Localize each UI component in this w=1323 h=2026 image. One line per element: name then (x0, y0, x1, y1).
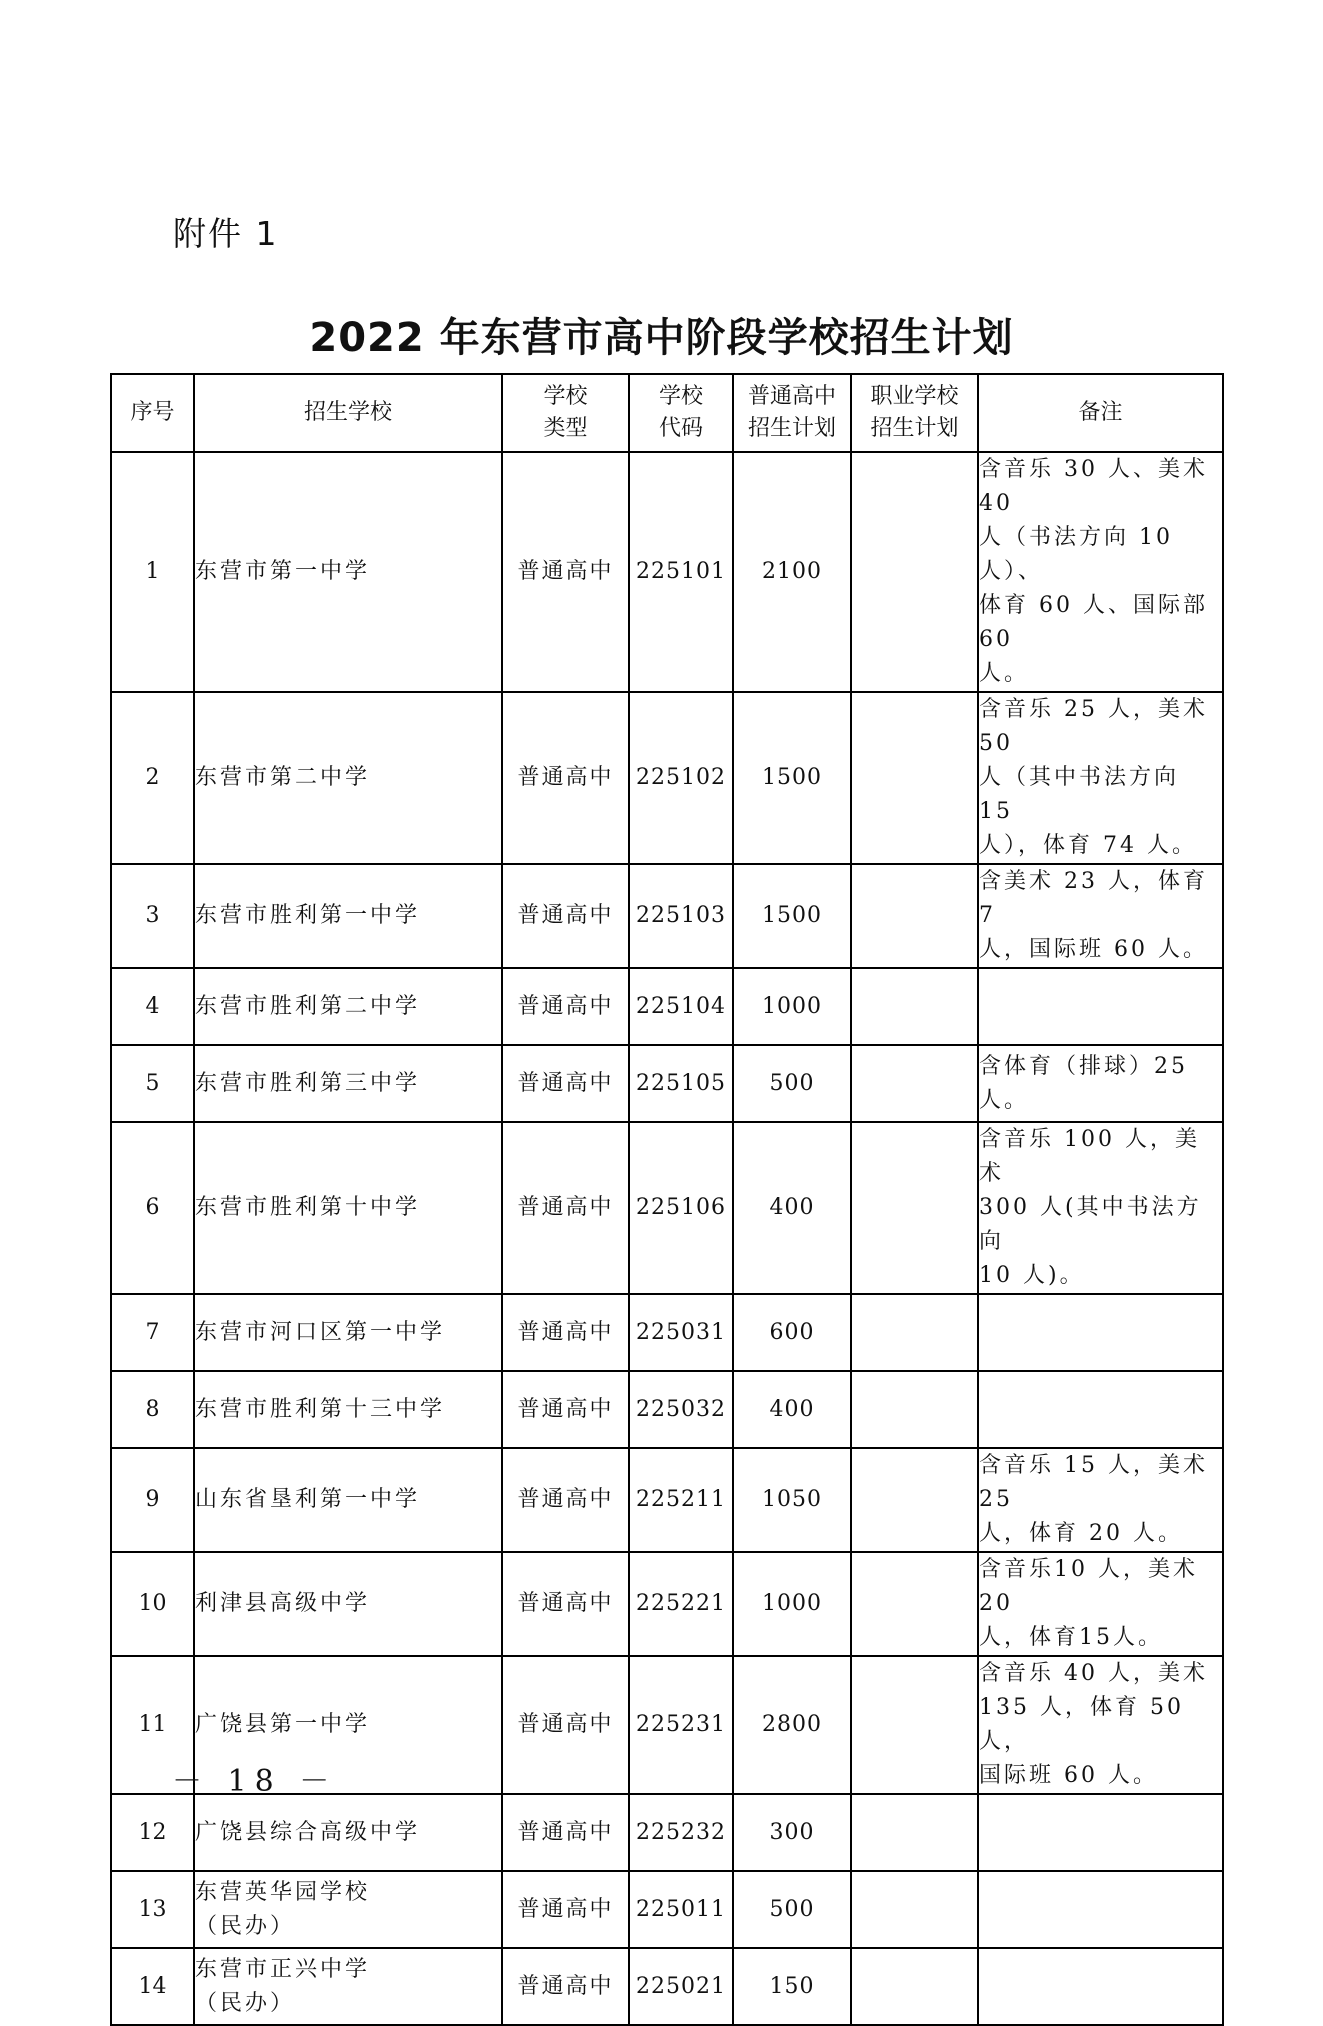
row-school (194, 452, 502, 692)
row-index: 7 (111, 1294, 194, 1371)
note-line: 10 人)。 (979, 1263, 1085, 1288)
school-name: 东营市胜利第十三中学 (195, 1396, 446, 1422)
note-line: 人），体育 74 人。 (979, 833, 1197, 858)
document-title: 2022 年东营市高中阶段学校招生计划 (309, 315, 1014, 361)
table-row (111, 968, 1223, 1045)
table-row (111, 452, 1223, 692)
row-general-plan: 150 (733, 1948, 851, 2025)
row-school (194, 1045, 502, 1122)
header-vocational-line1: 职业学校 (870, 384, 959, 409)
school-name: 东营英华园学校 (195, 1879, 371, 1905)
row-index: 13 (111, 1871, 194, 1948)
row-school-code: 225101 (629, 452, 733, 692)
table-row (111, 1122, 1223, 1294)
header-vocational-plan (851, 374, 978, 452)
row-school (194, 1948, 502, 2025)
header-index (111, 374, 194, 452)
note-line: 含音乐 40 人，美术 (979, 1661, 1208, 1686)
row-school (194, 1122, 502, 1294)
table-row (111, 1045, 1223, 1122)
row-school-code: 225211 (629, 1448, 733, 1552)
header-vocational-line2: 招生计划 (870, 416, 959, 441)
row-school (194, 1871, 502, 1948)
row-school-code: 225011 (629, 1871, 733, 1948)
row-general-plan: 1000 (733, 1552, 851, 1656)
row-school-code: 225102 (629, 692, 733, 864)
school-name: 东营市第二中学 (195, 765, 371, 790)
row-school-type: 普通高中 (502, 1948, 629, 2025)
header-general-line2: 招生计划 (747, 416, 836, 441)
row-notes (978, 968, 1223, 1045)
school-name: 东营市第一中学 (195, 559, 371, 584)
row-vocational-plan (851, 1794, 978, 1871)
row-vocational-plan (851, 1871, 978, 1948)
row-vocational-plan (851, 1122, 978, 1294)
row-school-code: 225031 (629, 1294, 733, 1371)
row-school-type: 普通高中 (502, 1045, 629, 1122)
row-vocational-plan (851, 968, 978, 1045)
row-school (194, 1371, 502, 1448)
school-name: 东营市正兴中学 (195, 1956, 371, 1982)
row-general-plan: 1500 (733, 692, 851, 864)
note-line: 人，国际班 60 人。 (979, 937, 1208, 962)
row-index: 3 (111, 864, 194, 968)
row-index: 4 (111, 968, 194, 1045)
row-index: 12 (111, 1794, 194, 1871)
row-vocational-plan (851, 1045, 978, 1122)
row-vocational-plan (851, 452, 978, 692)
row-general-plan: 2800 (733, 1656, 851, 1794)
school-name: 东营市胜利第十中学 (195, 1195, 421, 1220)
table-row (111, 1871, 1223, 1948)
header-general-plan (733, 374, 851, 452)
row-general-plan: 2100 (733, 452, 851, 692)
row-school-code: 225104 (629, 968, 733, 1045)
header-code (629, 374, 733, 452)
school-name-note: （民办） (195, 1913, 296, 1939)
header-code-line2: 代码 (658, 416, 703, 441)
row-school (194, 864, 502, 968)
row-school-type: 普通高中 (502, 1871, 629, 1948)
header-notes (978, 374, 1223, 452)
row-school-code: 225105 (629, 1045, 733, 1122)
row-school (194, 1794, 502, 1871)
table-row (111, 1948, 1223, 2025)
row-school-type: 普通高中 (502, 1448, 629, 1552)
note-line: 人。 (979, 661, 1030, 686)
row-school-type: 普通高中 (502, 1794, 629, 1871)
row-notes (978, 1656, 1223, 1794)
row-index: 1 (111, 452, 194, 692)
row-general-plan: 600 (733, 1294, 851, 1371)
row-index: 11 (111, 1656, 194, 1794)
row-school-type: 普通高中 (502, 968, 629, 1045)
row-notes (978, 1122, 1223, 1294)
attachment-label: 附件 1 (173, 214, 279, 253)
school-name: 广饶县综合高级中学 (195, 1819, 421, 1845)
page-number: － 18 － (172, 1764, 338, 1799)
row-general-plan: 1500 (733, 864, 851, 968)
row-school-type: 普通高中 (502, 692, 629, 864)
row-general-plan: 400 (733, 1122, 851, 1294)
row-school (194, 692, 502, 864)
row-school (194, 968, 502, 1045)
school-name: 东营市胜利第二中学 (195, 993, 421, 1019)
table-row (111, 692, 1223, 864)
row-index: 14 (111, 1948, 194, 2025)
row-general-plan: 1050 (733, 1448, 851, 1552)
header-type (502, 374, 629, 452)
note-line: 人（其中书法方向 15 (979, 765, 1180, 824)
row-general-plan: 300 (733, 1794, 851, 1871)
row-school-type: 普通高中 (502, 1371, 629, 1448)
row-vocational-plan (851, 1371, 978, 1448)
row-notes (978, 1045, 1223, 1122)
row-index: 10 (111, 1552, 194, 1656)
row-school (194, 1294, 502, 1371)
row-school-code: 225103 (629, 864, 733, 968)
row-school-type: 普通高中 (502, 1122, 629, 1294)
school-name-note: （民办） (195, 1990, 296, 2016)
row-notes (978, 452, 1223, 692)
note-line: 含音乐 25 人，美术 50 (979, 697, 1208, 756)
note-line: 国际班 60 人。 (979, 1763, 1158, 1788)
note-line: 含美术 23 人，体育 7 (979, 869, 1208, 928)
row-vocational-plan (851, 1294, 978, 1371)
header-code-line1: 学校 (658, 384, 703, 409)
note-line: 含音乐 100 人，美术 (979, 1127, 1200, 1186)
row-notes (978, 864, 1223, 968)
row-general-plan: 1000 (733, 968, 851, 1045)
table-row (111, 1448, 1223, 1552)
school-name: 山东省垦利第一中学 (195, 1487, 421, 1512)
header-notes-text: 备注 (1078, 400, 1123, 425)
row-school-code: 225032 (629, 1371, 733, 1448)
table-header-row (111, 374, 1223, 452)
row-school-type: 普通高中 (502, 1294, 629, 1371)
row-school-type: 普通高中 (502, 452, 629, 692)
note-line: 含音乐 30 人、美术 40 (979, 457, 1208, 516)
table-row (111, 1794, 1223, 1871)
note-line: 含音乐 15 人，美术 25 (979, 1453, 1208, 1512)
row-vocational-plan (851, 864, 978, 968)
header-school (194, 374, 502, 452)
note-line: 人（书法方向 10 人）、 (979, 525, 1173, 584)
row-index: 2 (111, 692, 194, 864)
row-general-plan: 500 (733, 1871, 851, 1948)
note-line: 含体育（排球）25 人。 (979, 1053, 1188, 1113)
row-school-type: 普通高中 (502, 864, 629, 968)
header-type-line2: 类型 (543, 416, 588, 441)
table-row (111, 1294, 1223, 1371)
row-notes (978, 1552, 1223, 1656)
row-school-type: 普通高中 (502, 1552, 629, 1656)
row-school-code: 225221 (629, 1552, 733, 1656)
row-general-plan: 400 (733, 1371, 851, 1448)
row-school (194, 1448, 502, 1552)
row-vocational-plan (851, 1448, 978, 1552)
row-school-code: 225106 (629, 1122, 733, 1294)
school-name: 东营市胜利第三中学 (195, 1070, 421, 1096)
row-notes (978, 1448, 1223, 1552)
header-general-line1: 普通高中 (747, 384, 836, 409)
row-vocational-plan (851, 1552, 978, 1656)
table-row (111, 1371, 1223, 1448)
header-school-text: 招生学校 (303, 400, 392, 425)
row-notes (978, 692, 1223, 864)
note-line: 含音乐10 人，美术20 (979, 1557, 1198, 1616)
row-school-code: 225021 (629, 1948, 733, 2025)
note-line: 300 人(其中书法方向 (979, 1195, 1202, 1254)
row-notes (978, 1371, 1223, 1448)
row-vocational-plan (851, 1656, 978, 1794)
row-index: 9 (111, 1448, 194, 1552)
note-line: 人，体育15人。 (979, 1625, 1163, 1650)
row-notes (978, 1794, 1223, 1871)
note-line: 人，体育 20 人。 (979, 1521, 1183, 1546)
row-school-type: 普通高中 (502, 1656, 629, 1794)
table-row (111, 864, 1223, 968)
row-vocational-plan (851, 1948, 978, 2025)
row-index: 6 (111, 1122, 194, 1294)
school-name: 东营市河口区第一中学 (195, 1319, 446, 1345)
row-index: 5 (111, 1045, 194, 1122)
row-notes (978, 1871, 1223, 1948)
header-index-text: 序号 (130, 400, 175, 425)
note-line: 135 人，体育 50 人， (979, 1695, 1184, 1754)
row-notes (978, 1948, 1223, 2025)
header-type-line1: 学校 (543, 384, 588, 409)
row-notes (978, 1294, 1223, 1371)
row-vocational-plan (851, 692, 978, 864)
note-line: 体育 60 人、国际部 60 (979, 593, 1208, 652)
table-row (111, 1552, 1223, 1656)
row-general-plan: 500 (733, 1045, 851, 1122)
row-index: 8 (111, 1371, 194, 1448)
school-name: 东营市胜利第一中学 (195, 903, 421, 928)
school-name: 广饶县第一中学 (195, 1712, 371, 1737)
row-school (194, 1552, 502, 1656)
row-school-code: 225232 (629, 1794, 733, 1871)
row-school-code: 225231 (629, 1656, 733, 1794)
school-name: 利津县高级中学 (195, 1591, 371, 1616)
